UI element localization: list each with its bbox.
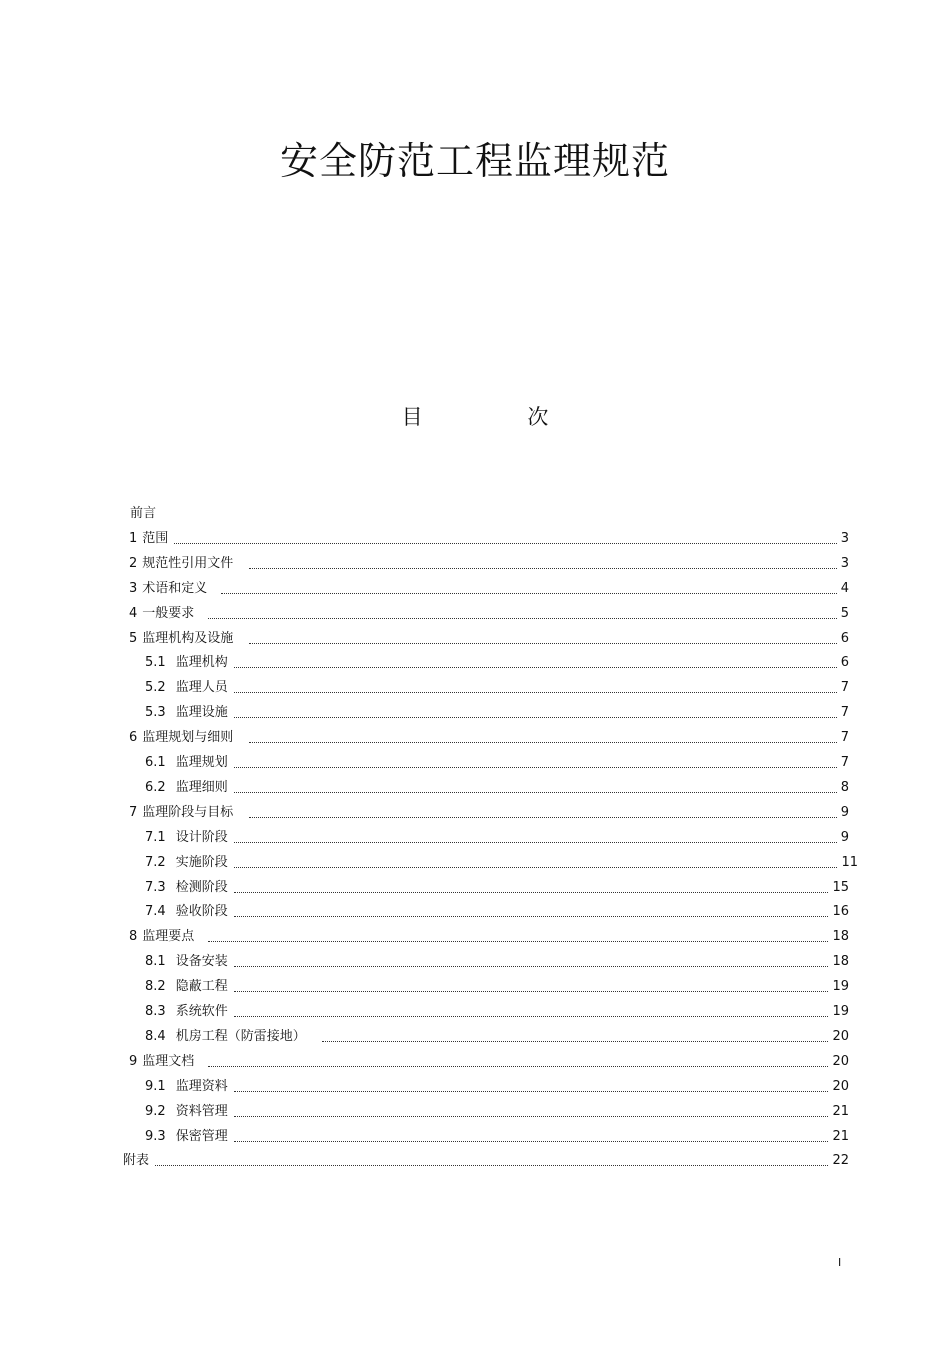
toc-entry-number: 7 xyxy=(129,804,138,820)
toc-entry-label: 监理规划 xyxy=(175,755,228,770)
toc-entry-page: 3 xyxy=(840,555,849,571)
toc-dot-leader xyxy=(208,618,836,619)
toc-entry[interactable] xyxy=(145,779,849,797)
toc-entry[interactable] xyxy=(123,1152,849,1170)
toc-entry-number: 1 xyxy=(129,530,138,546)
toc-entry-page: 9 xyxy=(840,829,849,845)
toc-entry-page: 16 xyxy=(832,904,849,920)
toc-dot-leader xyxy=(234,667,837,668)
toc-entry-label: 检测阶段 xyxy=(175,879,228,895)
toc-entry-number: 9.3 xyxy=(145,1128,166,1144)
toc-dot-leader xyxy=(234,692,837,693)
toc-dot-leader xyxy=(249,742,836,743)
toc-entry-label: 监理阶段与目标 xyxy=(142,804,234,820)
toc-entry-page: 3 xyxy=(840,530,849,546)
toc-dot-leader xyxy=(208,1066,828,1067)
toc-entry-label: 监理细则 xyxy=(175,779,228,795)
toc-entry-label: 监理文档 xyxy=(142,1053,195,1069)
toc-entry-number: 9 xyxy=(129,1053,138,1069)
toc-entry-page: 21 xyxy=(832,1103,849,1119)
toc-entry[interactable] xyxy=(145,879,849,897)
toc-entry[interactable] xyxy=(129,928,849,946)
toc-entry-label: 隐蔽工程 xyxy=(175,979,228,995)
toc-dot-leader xyxy=(234,916,829,917)
toc-dot-leader xyxy=(234,792,837,793)
toc-dot-leader xyxy=(234,767,837,768)
toc-dot-leader xyxy=(249,568,836,569)
toc-entry-label: 设备安装 xyxy=(175,954,228,970)
toc-dot-leader xyxy=(322,1041,829,1042)
toc-entry-label: 监理资料 xyxy=(175,1078,228,1094)
toc-entry-number: 8.4 xyxy=(145,1028,166,1044)
toc-entry[interactable] xyxy=(129,804,849,822)
toc-entry-label: 前言 xyxy=(130,506,157,521)
toc-entry[interactable] xyxy=(145,679,849,697)
toc-dot-leader xyxy=(234,867,838,868)
toc-entry[interactable] xyxy=(145,1103,849,1121)
toc-dot-leader xyxy=(249,817,836,818)
toc-entry[interactable] xyxy=(145,1028,849,1046)
toc-entry-page: 22 xyxy=(832,1153,849,1169)
toc-dot-leader xyxy=(174,543,836,544)
toc-entry-page: 9 xyxy=(840,804,849,820)
toc-entry[interactable] xyxy=(145,1128,849,1146)
toc-dot-leader xyxy=(155,1165,828,1166)
toc-entry[interactable] xyxy=(129,630,849,648)
toc-entry[interactable] xyxy=(145,854,858,872)
toc-entry-label: 设计阶段 xyxy=(175,829,228,845)
toc-entry-number: 7.2 xyxy=(145,854,166,870)
toc-dot-leader xyxy=(234,991,829,992)
toc-dot-leader xyxy=(234,1141,829,1142)
toc-entry-label: 系统软件 xyxy=(175,1004,228,1019)
toc-entry[interactable] xyxy=(145,654,849,672)
toc-entry-page: 7 xyxy=(840,730,849,746)
toc-heading-left: 目 xyxy=(401,405,423,429)
toc-entry-label: 监理规划与细则 xyxy=(142,730,234,746)
toc-entry-number: 6.2 xyxy=(145,779,166,795)
document-title: 安全防范工程监理规范 xyxy=(279,139,670,183)
toc-entry-label: 资料管理 xyxy=(175,1103,228,1119)
toc-entry[interactable] xyxy=(145,978,849,996)
toc-entry[interactable] xyxy=(145,704,849,722)
toc-entry[interactable] xyxy=(129,530,849,548)
toc-dot-leader xyxy=(249,643,836,644)
toc-entry-number: 6 xyxy=(129,730,138,746)
toc-entry[interactable] xyxy=(145,1003,849,1021)
toc-entry[interactable] xyxy=(145,953,849,971)
toc-entry-number: 8.1 xyxy=(145,954,166,970)
toc-entry-number: 2 xyxy=(129,555,138,571)
toc-entry-page: 11 xyxy=(841,854,858,870)
toc-dot-leader xyxy=(234,1016,829,1017)
toc-entry-label: 保密管理 xyxy=(175,1128,228,1144)
toc-dot-leader xyxy=(208,941,828,942)
toc-entry-page: 18 xyxy=(832,954,849,970)
toc-heading xyxy=(0,401,950,431)
toc-entry-label: 验收阶段 xyxy=(175,904,228,920)
toc-entry-label: 规范性引用文件 xyxy=(142,555,234,571)
toc-entry-number: 3 xyxy=(129,580,138,596)
toc-dot-leader xyxy=(234,842,837,843)
toc-entry-number: 5.1 xyxy=(145,655,166,671)
toc-entry-number: 5.3 xyxy=(145,705,166,721)
toc-entry-label: 监理要点 xyxy=(142,929,195,945)
toc-entry-number: 6.1 xyxy=(145,755,166,770)
toc-entry-number: 5.2 xyxy=(145,680,166,696)
toc-entry-label: 机房工程（防雷接地） xyxy=(175,1028,306,1044)
toc-entry[interactable] xyxy=(129,580,849,598)
toc-entry-number: 5 xyxy=(129,630,138,646)
toc-entry-page: 18 xyxy=(832,929,849,945)
toc-entry[interactable] xyxy=(145,1078,849,1096)
toc-entry-number: 9.1 xyxy=(145,1078,166,1094)
page-number: I xyxy=(838,1256,842,1269)
toc-entry-number: 8.3 xyxy=(145,1004,166,1019)
toc-dot-leader xyxy=(234,1116,829,1117)
toc-dot-leader xyxy=(234,717,837,718)
toc-entry[interactable] xyxy=(129,729,849,747)
toc-entry[interactable] xyxy=(129,1053,849,1071)
toc-dot-leader xyxy=(234,892,829,893)
toc-entry-page: 7 xyxy=(840,755,849,770)
toc-entry-number: 8.2 xyxy=(145,979,166,995)
toc-entry-page: 5 xyxy=(840,605,849,621)
toc-entry-label: 监理机构 xyxy=(175,655,228,671)
toc-dot-leader xyxy=(234,966,829,967)
toc-entry-number: 7.1 xyxy=(145,829,166,845)
toc-entry-number: 9.2 xyxy=(145,1103,166,1119)
toc-entry-page: 15 xyxy=(832,879,849,895)
toc-entry-page: 4 xyxy=(840,580,849,596)
toc-entry-label: 术语和定义 xyxy=(142,580,208,596)
toc-entry-label: 附表 xyxy=(123,1153,150,1169)
toc-entry-number: 8 xyxy=(129,929,138,945)
toc-entry-page: 19 xyxy=(832,979,849,995)
toc-entry[interactable] xyxy=(129,555,849,573)
toc-entry-page: 19 xyxy=(832,1004,849,1019)
toc-entry-label: 实施阶段 xyxy=(175,854,228,870)
toc-entry-page: 20 xyxy=(832,1053,849,1069)
toc-entry[interactable] xyxy=(145,829,849,847)
toc-entry-page: 7 xyxy=(840,680,849,696)
toc-heading-right: 次 xyxy=(527,405,549,429)
toc-entry-label: 监理人员 xyxy=(175,680,228,696)
toc-entry[interactable] xyxy=(145,754,849,772)
toc-entry-label: 监理设施 xyxy=(175,705,228,721)
toc-dot-leader xyxy=(221,593,836,594)
toc-dot-leader xyxy=(234,1091,829,1092)
toc-entry-number: 7.4 xyxy=(145,904,166,920)
toc-entry-page: 20 xyxy=(832,1028,849,1044)
toc-entry-page: 20 xyxy=(832,1078,849,1094)
toc-entry-number: 7.3 xyxy=(145,879,166,895)
toc-entry-page: 7 xyxy=(840,705,849,721)
toc-entry-number: 4 xyxy=(129,605,138,621)
toc-entry[interactable] xyxy=(130,505,849,523)
toc-entry-page: 21 xyxy=(832,1128,849,1144)
toc-entry-label: 一般要求 xyxy=(142,605,195,621)
toc-entry-label: 范围 xyxy=(142,530,169,546)
toc-entry[interactable] xyxy=(129,605,849,623)
toc-entry-label: 监理机构及设施 xyxy=(142,630,234,646)
toc-entry-page: 6 xyxy=(840,630,849,646)
toc-entry-page: 8 xyxy=(840,779,849,795)
toc-entry[interactable] xyxy=(145,903,849,921)
toc-entry-page: 6 xyxy=(840,655,849,671)
